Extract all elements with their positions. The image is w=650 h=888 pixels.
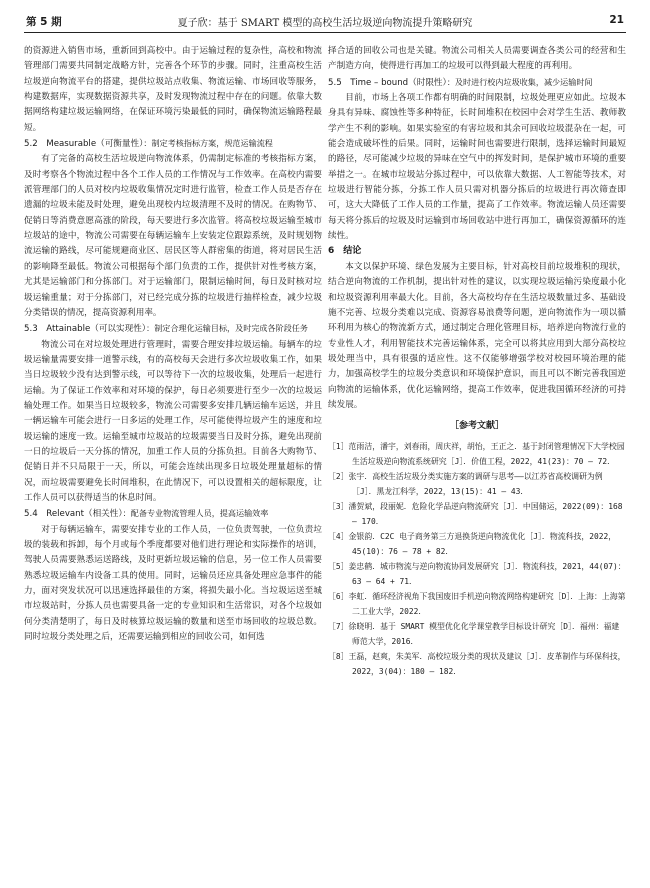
reference-list: [328, 439, 626, 679]
section-number: 5.5: [328, 77, 342, 88]
section-title: ：制定合理化运输目标，及时完成各阶段任务: [146, 323, 308, 334]
paragraph: 目前，市场上各项工作都有明确的时间限制，垃圾处理更应如此。垃圾本身具有异味、腐蚀性等多种特征，长时间堆积在校园中会对学生生活、教师教学产生不利的影响。如果实验室的有害垃圾和其余可回收垃圾混杂在一起，可能会造成破坏性的后果。同时，运输时间也需要进行限制，选择运输时间最短的路径，尽可能减少垃圾的异味在空气中的挥发时间，是保护城市环境的重要举措之一。在城市垃圾站分拣过程中，可以依靠大数据、人工智能等技术，对垃圾进行智能分拣，分拣工作人员只需对机器分拣后的垃圾进行再次筛查即可，这大大降低了工作人员的工作量，提高了工作效率。物流运输人员还需要每天将分拣后的垃圾及时运输到市场回收站中进行再加工，确保资源循环的连续性。: [328, 93, 626, 242]
reference-item: ［4］金银韵．C2C 电子商务第三方退换货逆向物流优化［J］．物流科技，2022，45(10)：76 – 78 + 82．: [328, 531, 617, 556]
page-header: [24, 10, 626, 33]
issue-number: 第 5 期: [26, 16, 62, 28]
reference-item: ［3］潘贺斌，段丽妮．危险化学品逆向物流研究［J］．中国储运，2022(09)：168 – 170．: [328, 501, 623, 526]
references-heading: ［参考文献］: [449, 421, 504, 432]
subsection-heading-5-4: [24, 506, 322, 522]
section-number: 5.2: [24, 139, 38, 150]
page-number: 21: [609, 14, 624, 26]
reference-item: ［2］张宇．高校生活垃圾分类实施方案的调研与思考——以江苏省高校调研为例［J］．黑龙江科学，2022，13(15)：41 – 43．: [328, 471, 603, 496]
section-title: ：制定考核指标方案，规范运输流程: [143, 138, 273, 149]
section-number: 5.4: [24, 509, 38, 520]
reference-item: ［5］姜忠鹤．城市物流与逆向物流协同发展研究［J］．物流科技，2021，44(07)：63 – 64 + 71．: [328, 561, 626, 586]
right-column: [328, 44, 626, 679]
paragraph: 择合适的回收公司也是关键。物流公司相关人员需要调查各类公司的经营和生产制造方向，使得进行再加工的垃圾可以得到最大程度的再利用。: [328, 46, 626, 72]
section-keyword: Time – bound（时限性）: [350, 77, 447, 88]
reference-item: ［6］李虹．循环经济视角下我国废旧手机逆向物流网络构建研究［D］．上海：上海第二工业大学，2022．: [328, 591, 626, 616]
section-number: 5.3: [24, 324, 38, 335]
section-title: ：配备专业物流管理人员，提高运输效率: [122, 508, 269, 519]
paragraph: 对于每辆运输车，需要安排专业的工作人员，一位负责驾驶，一位负责垃圾的装载和拆卸，每个月或每个季度都要对他们进行理论和实际操作的培训，驾驶人员需要熟悉运送路线，及时更新垃圾运输的信息，另一位工作人员需要熟悉垃圾运输车内设备工具的使用。同时，运输员还应具备处理应急事件的能力，面对突发状况可以迅速选择最佳的方案，将损失最小化。当垃圾运送至城市垃圾站时，分拣人员也需要具备一定的专业知识和生活常识，对各个垃圾如何分类清楚明了，每日及时核算垃圾运输的数量和送至市场回收的垃圾总数。同时垃圾分类处理之后，还需要运输到相应的回收公司，如何选: [24, 524, 322, 643]
paragraph: 本文以保护环境、绿色发展为主要目标，针对高校目前垃圾堆积的现状，结合逆向物流的工作机制，提出针对性的建议，以实现垃圾运输污染度最小化和垃圾资源利用率最大化。目前，各大高校均存在生活垃圾数量过多、基础设施不完善、垃圾分类难以完成、资源容易浪费等问题，逆向物流作为一项以循环利用为核心的物流新方式，通过制定合理化管理目标，培养逆向物流行业的专业性人才，利用智能技术完善运输体系，完全可以将其应用到大部分高校垃圾处理当中，具有很强的适应性。这不仅能够增强学校对校园环境治理的能力，加强高校学生的垃圾分类意识和环境保护意识，而且可以不断完善我国逆向物流的运输体系，优化运输网络，提高工作效率，促进我国循环经济的可持续发展。: [328, 261, 626, 410]
section-keyword: Measurable（可衡量性）: [46, 139, 144, 150]
reference-item: ［8］王磊，赵爽，朱美军．高校垃圾分类的现状及建议［J］．皮革制作与环保科技，2022，3(04)：180 – 182．: [328, 651, 626, 676]
reference-item: ［7］徐晓明．基于 SMART 模型优化化学课堂教学目标设计研究［D］．福州：福建师范大学，2016．: [328, 621, 620, 646]
paragraph: 物流公司在对垃圾处理进行管理时，需要合理安排垃圾运输。每辆车的垃圾运输量需要安排一道警示线，有的高校每天会进行多次垃圾收集工作，如果当日垃圾较少没有达到警示线，可以等待下一次的垃圾收集，处理后一起进行运输。为了保证工作效率和对环境的保护，每日必须要进行至少一次的垃圾运输处理工作。如果当日垃圾较多，物流公司需要多安排几辆运输车运送，并且一辆运输车可能会进行一日多运的处理工作，尽可能使得垃圾产生的速度和垃圾运输的速度一致。运输至城市垃圾站的垃圾需要当日及时分拣，避免出现前一日的垃圾后一天分拣的情况，加重工作人员的分拣负担。目前各大购物节、促销日并不只局限于一天，所以，可能会连续出现多日垃圾处理量超标的情况，而垃圾需要避免长时间堆积，在此情况下，可以设置相关的超标限度，让工作人员可以获得适当的休息时间。: [24, 339, 322, 503]
subsection-heading-5-5: [328, 75, 626, 91]
subsection-heading-5-3: [24, 321, 322, 337]
subsection-heading-5-2: [24, 136, 322, 152]
reference-item: ［1］范雨洁，潘宇，刘春雨，周庆祥，胡怡，王正之．基于封闭管理情况下大学校园生活垃圾逆向物流系统研究［J］．价值工程，2022，41(23)：70 – 72．: [328, 441, 625, 466]
paragraph: 有了完备的高校生活垃圾逆向物流体系，仍需制定标准的考核指标方案，及时考察各个物流过程中各个工作人员的工作情况与工作效率。在高校内需要派管理部门的人员对校内垃圾收集情况定时进行监管，检查工作人员是否存在遗漏的垃圾未能及时处理，避免出现校内垃圾清理不及时的情况。在购物节、促销日等消费意愿高涨的阶段，每天要进行多次监管。将高校垃圾运输至城市垃圾站的途中，物流公司需要在每辆运输车上安装定位跟踪系统，及时规划物流运输的路线，尽可能规避商业区、居民区等人群密集的街道，将对居民生活的影响降至最低。物流公司根据每个部门负责的工作，提供针对性考核方案，尤其是运输部门和分拣部门。对于运输部门，限制运输时间，每日及时核对垃圾运输重量；对于分拣部门，对已经完成分拣的垃圾进行抽样检查，减少垃圾分类错误的情况，提高资源利用率。: [24, 154, 322, 318]
running-title: 夏子欣：基于 SMART 模型的高校生活垃圾逆向物流提升策略研究: [177, 18, 473, 29]
section-title: ：及时进行校内垃圾收集，减少运输时间: [446, 76, 593, 87]
section-heading-conclusion: 6 结论: [328, 246, 362, 257]
section-keyword: Attainable（可以实现性）: [46, 324, 147, 335]
section-keyword: Relevant（相关性）: [46, 509, 123, 520]
paragraph: 的资源进入销售市场，重新回到高校中。由于运输过程的复杂性，高校和物流管理部门需要共同制定战略方针，完善各个环节的步骤。同时，注重高校生活垃圾逆向物流平台的搭建，提供垃圾站点收集、物流运输、市场回收等服务，构建数据库，实现数据资源共享，及时发现物流过程中存在的问题。依靠大数据网络构建垃圾运输网络，在保证环境污染最低的同时，确保物流运输路程最短。: [24, 46, 322, 133]
left-column: [24, 44, 322, 645]
